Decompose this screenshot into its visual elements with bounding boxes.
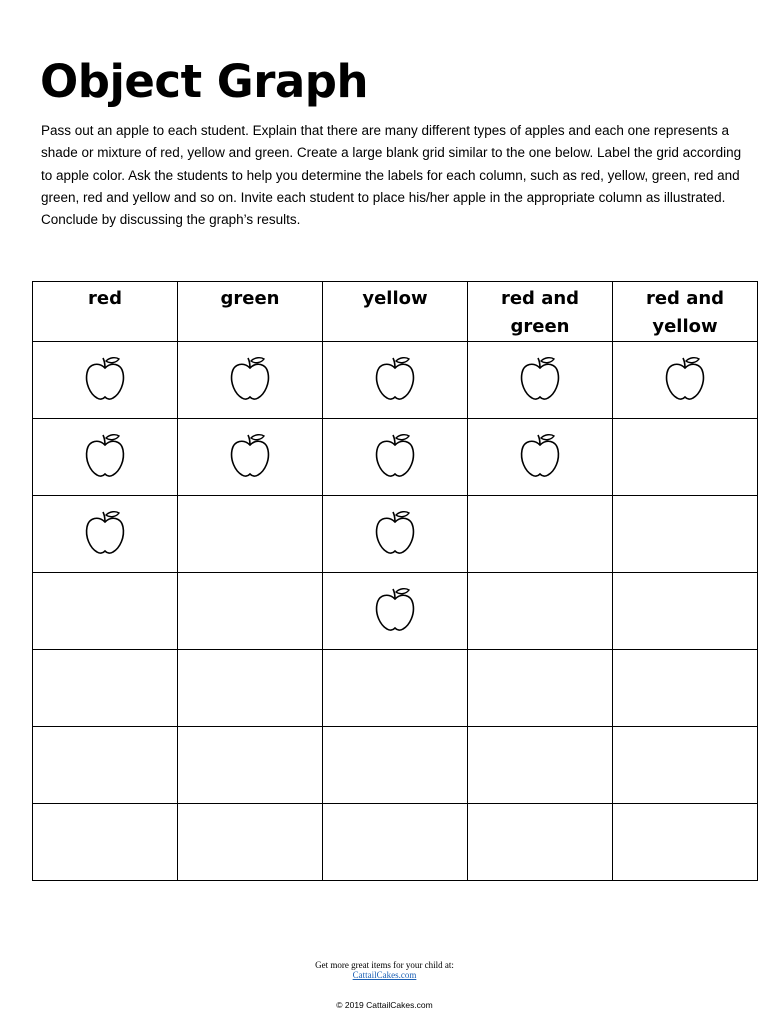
- graph-cell: [178, 804, 323, 881]
- column-header-red-and-green: [468, 282, 613, 342]
- graph-cell: [613, 496, 758, 573]
- graph-row: [33, 804, 758, 881]
- footer-promo-text: Get more great items for your child at:: [315, 960, 454, 970]
- column-header-label: yellow: [362, 288, 428, 309]
- instructions-paragraph: Pass out an apple to each student. Explain that there are many different types of apples and each one represents a shade or mixture of red, yellow and green. Create a large blank grid similar to the one below. Label the grid according to apple color. Ask the students to help you determine the labels for each column, such as red, yellow, green, red and green, red and yellow and so on. Invite each student to place his/her apple in the appropriate column as illustrated. Conclude by discussing the graph’s results.: [41, 123, 742, 228]
- apple-icon: [82, 508, 128, 556]
- apple-icon: [517, 431, 563, 479]
- graph-cell: [613, 727, 758, 804]
- apple-icon: [82, 431, 128, 479]
- graph-cell: [323, 342, 468, 419]
- graph-cell: [468, 342, 613, 419]
- header-row: [33, 282, 758, 342]
- column-header-label: red: [88, 288, 122, 309]
- graph-cell: [613, 804, 758, 881]
- graph-row: [33, 650, 758, 727]
- graph-cell: [468, 573, 613, 650]
- graph-cell: [33, 727, 178, 804]
- graph-cell: [613, 419, 758, 496]
- graph-cell: [178, 496, 323, 573]
- graph-row: [33, 419, 758, 496]
- graph-row: [33, 496, 758, 573]
- graph-cell: [33, 804, 178, 881]
- graph-cell: [468, 650, 613, 727]
- graph-cell: [468, 727, 613, 804]
- column-header-label: red and: [645, 288, 725, 309]
- apple-icon: [82, 354, 128, 402]
- graph-cell: [33, 342, 178, 419]
- graph-row: [33, 727, 758, 804]
- column-header-red: [33, 282, 178, 342]
- graph-cell: [613, 342, 758, 419]
- column-header-label: red and: [500, 288, 580, 309]
- apple-icon: [227, 431, 273, 479]
- graph-cell: [323, 804, 468, 881]
- graph-cell: [613, 573, 758, 650]
- column-header-green: [178, 282, 323, 342]
- footer-copyright: © 2019 CattailCakes.com: [336, 1000, 433, 1010]
- graph-cell: [323, 727, 468, 804]
- graph-row: [33, 573, 758, 650]
- graph-cell: [323, 419, 468, 496]
- graph-cell: [323, 650, 468, 727]
- graph-cell: [323, 496, 468, 573]
- graph-cell: [613, 650, 758, 727]
- object-graph-grid: [32, 281, 758, 881]
- graph-cell: [468, 496, 613, 573]
- apple-icon: [517, 354, 563, 402]
- graph-cell: [33, 650, 178, 727]
- graph-cell: [468, 419, 613, 496]
- graph-body: [33, 342, 758, 881]
- column-header-label-line2: yellow: [652, 316, 718, 337]
- column-header-label-line2: green: [510, 316, 570, 337]
- footer-link[interactable]: CattailCakes.com: [352, 970, 417, 980]
- column-header-label: green: [220, 288, 280, 309]
- graph-cell: [178, 573, 323, 650]
- graph-cell: [178, 650, 323, 727]
- graph-row: [33, 342, 758, 419]
- column-header-red-and-yellow: [613, 282, 758, 342]
- graph-cell: [323, 573, 468, 650]
- apple-icon: [662, 354, 708, 402]
- apple-icon: [372, 585, 418, 633]
- graph-cell: [33, 419, 178, 496]
- apple-icon: [227, 354, 273, 402]
- graph-cell: [468, 804, 613, 881]
- page-title: Object Graph: [40, 55, 369, 108]
- column-header-yellow: [323, 282, 468, 342]
- graph-cell: [178, 419, 323, 496]
- graph-cell: [178, 727, 323, 804]
- graph-cell: [178, 342, 323, 419]
- graph-cell: [33, 573, 178, 650]
- apple-icon: [372, 354, 418, 402]
- apple-icon: [372, 508, 418, 556]
- graph-cell: [33, 496, 178, 573]
- apple-icon: [372, 431, 418, 479]
